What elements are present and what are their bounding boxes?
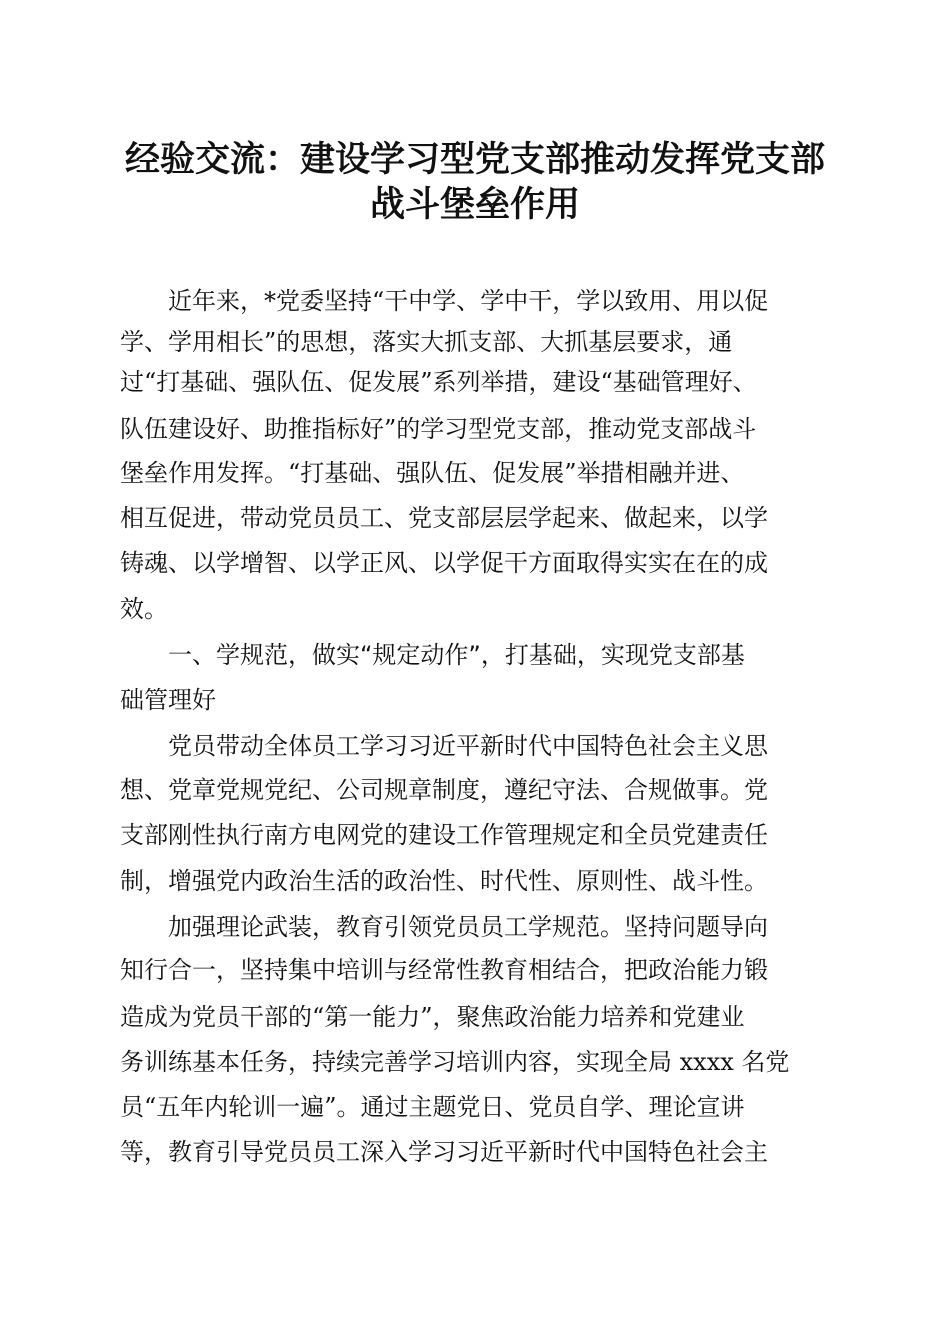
paragraph-line: 效。 [120,595,168,623]
paragraph-line: 制，增强党内政治生活的政治性、时代性、原则性、战斗性。 [120,867,768,895]
paragraph-line: 队伍建设好、助推指标好”的学习型党支部，推动党支部战斗 [120,415,757,443]
paragraph-line: 知行合一，坚持集中培训与经常性教育相结合，把政治能力锻 [120,956,768,984]
paragraph-line: 员“五年内轮训一遍”。通过主题党日、党员自学、理论宣讲 [120,1093,745,1121]
paragraph-line: 想、党章党规党纪、公司规章制度，遵纪守法、合规做事。党 [120,776,768,804]
section-heading-line-2: 础管理好 [120,686,216,714]
paragraph-line: 造成为党员干部的“第一能力”，聚焦政治能力培养和党建业 [120,1003,745,1031]
paragraph-line: 铸魂、以学增智、以学正风、以学促干方面取得实实在在的成 [120,549,768,577]
document-title-line-2: 战斗堡垒作用 [369,184,580,225]
paragraph-line: 近年来，*党委坚持“干中学、学中干，学以致用、用以促 [168,287,769,315]
paragraph-line: 加强理论武装，教育引领党员员工学规范。坚持问题导向 [168,913,768,941]
paragraph-line: 务训练基本任务，持续完善学习培训内容，实现全局 xxxx 名党 [120,1048,790,1076]
paragraph-line: 支部刚性执行南方电网党的建设工作管理规定和全员党建责任 [120,821,768,849]
paragraph-line: 相互促进，带动党员员工、党支部层层学起来、做起来，以学 [120,504,768,532]
paragraph-line: 等，教育引导党员员工深入学习习近平新时代中国特色社会主 [120,1138,768,1166]
paragraph-line: 学、学用相长”的思想，落实大抓支部、大抓基层要求，通 [120,328,733,356]
section-heading-line-1: 一、学规范，做实“规定动作”，打基础，实现党支部基 [168,641,745,669]
paragraph-line: 堡垒作用发挥。“打基础、强队伍、促发展”举措相融并进、 [120,459,745,487]
paragraph-line: 党员带动全体员工学习习近平新时代中国特色社会主义思 [168,732,768,760]
paragraph-line: 过“打基础、强队伍、促发展”系列举措，建设“基础管理好、 [120,368,757,396]
document-title-line-1: 经验交流：建设学习型党支部推动发挥党支部 [124,139,825,180]
